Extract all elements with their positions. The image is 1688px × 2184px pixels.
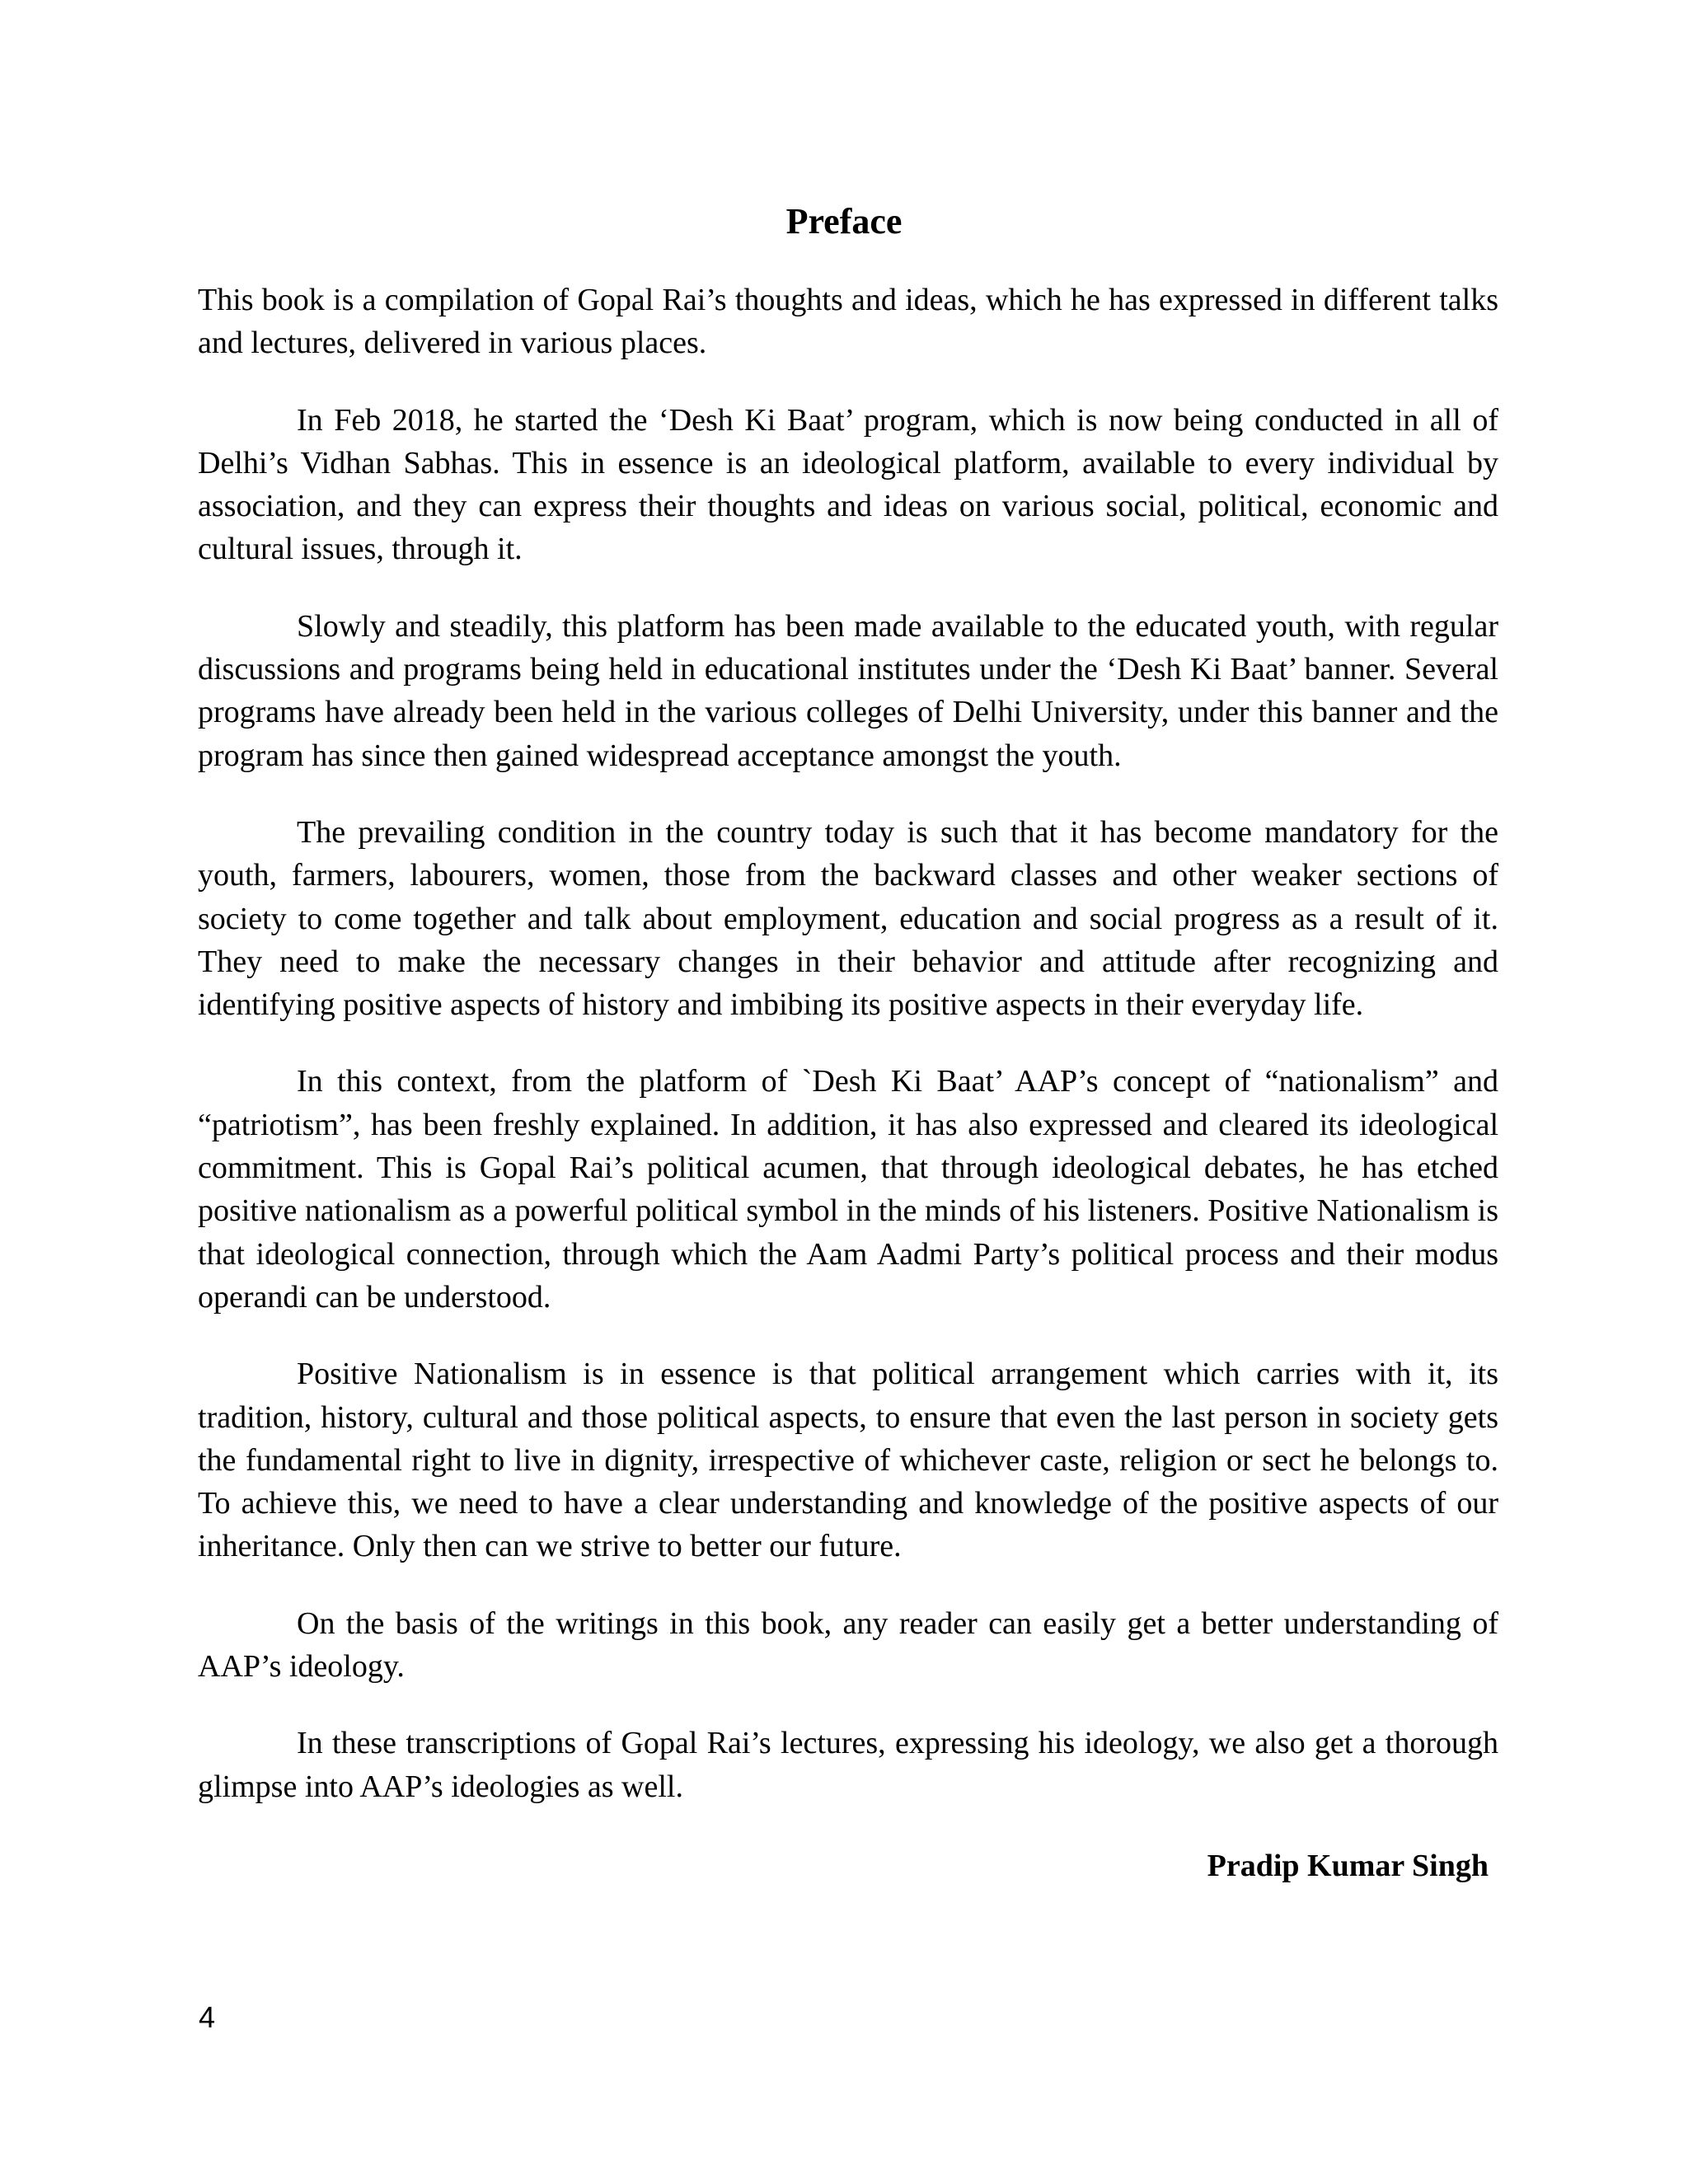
- paragraph-2: In Feb 2018, he started the ‘Desh Ki Baat’ program, which is now being conducted in all of Delhi’s Vidhan Sabhas. This in essence is an ideological platform, available to every individual by association, and they can express their thoughts and ideas on various social, political, economic and cultural issues, through it.: [198, 402, 1498, 567]
- paragraph-6: Positive Nationalism is in essence is that political arrangement which carries with it, its tradition, history, cultural and those political aspects, to ensure that even the last person in society gets the fundamental right to live in dignity, irrespective of whichever caste, religion or sect he belongs to. To achieve this, we need to have a clear understanding and knowledge of the positive aspects of our inheritance. Only then can we strive to better our future.: [198, 1357, 1498, 1564]
- page-title: Preface: [785, 201, 903, 241]
- paragraph-5: In this context, from the platform of `Desh Ki Baat’ AAP’s concept of “nationalism” and “patriotism”, has been freshly explained. In addition, it has also expressed and cleared its ideological commitment. This is Gopal Rai’s political acumen, that through ideological debates, he has etched positive nationalism as a powerful political symbol in the minds of his listeners. Positive Nationalism is that ideological connection, through which the Aam Aadmi Party’s political process and their modus operandi can be understood.: [198, 1064, 1498, 1315]
- author-signature: Pradip Kumar Singh: [1207, 1849, 1489, 1883]
- page-number: 4: [199, 2000, 216, 2034]
- preface-body: [198, 279, 1498, 1842]
- paragraph-7: On the basis of the writings in this book, any reader can easily get a better understanding of AAP’s ideology.: [198, 1605, 1498, 1685]
- paragraph-1: This book is a compilation of Gopal Rai’s thoughts and ideas, which he has expressed in different talks and lectures, delivered in various places.: [198, 283, 1498, 361]
- paragraph-3: Slowly and steadily, this platform has been made available to the educated youth, with regular discussions and programs being held in educational institutes under the ‘Desh Ki Baat’ banner. Several programs have already been held in the various colleges of Delhi University, under this banner and the program has since then gained widespread acceptance amongst the youth.: [198, 608, 1498, 773]
- paragraph-8: In these transcriptions of Gopal Rai’s lectures, expressing his ideology, we also get a thorough glimpse into AAP’s ideologies as well.: [198, 1726, 1498, 1804]
- paragraph-4: The prevailing condition in the country today is such that it has become mandatory for the youth, farmers, labourers, women, those from the backward classes and other weaker sections of society to come together and talk about employment, education and social progress as a result of it. They need to make the necessary changes in their behavior and attitude after recognizing and identifying positive aspects of history and imbibing its positive aspects in their everyday life.: [198, 814, 1498, 1023]
